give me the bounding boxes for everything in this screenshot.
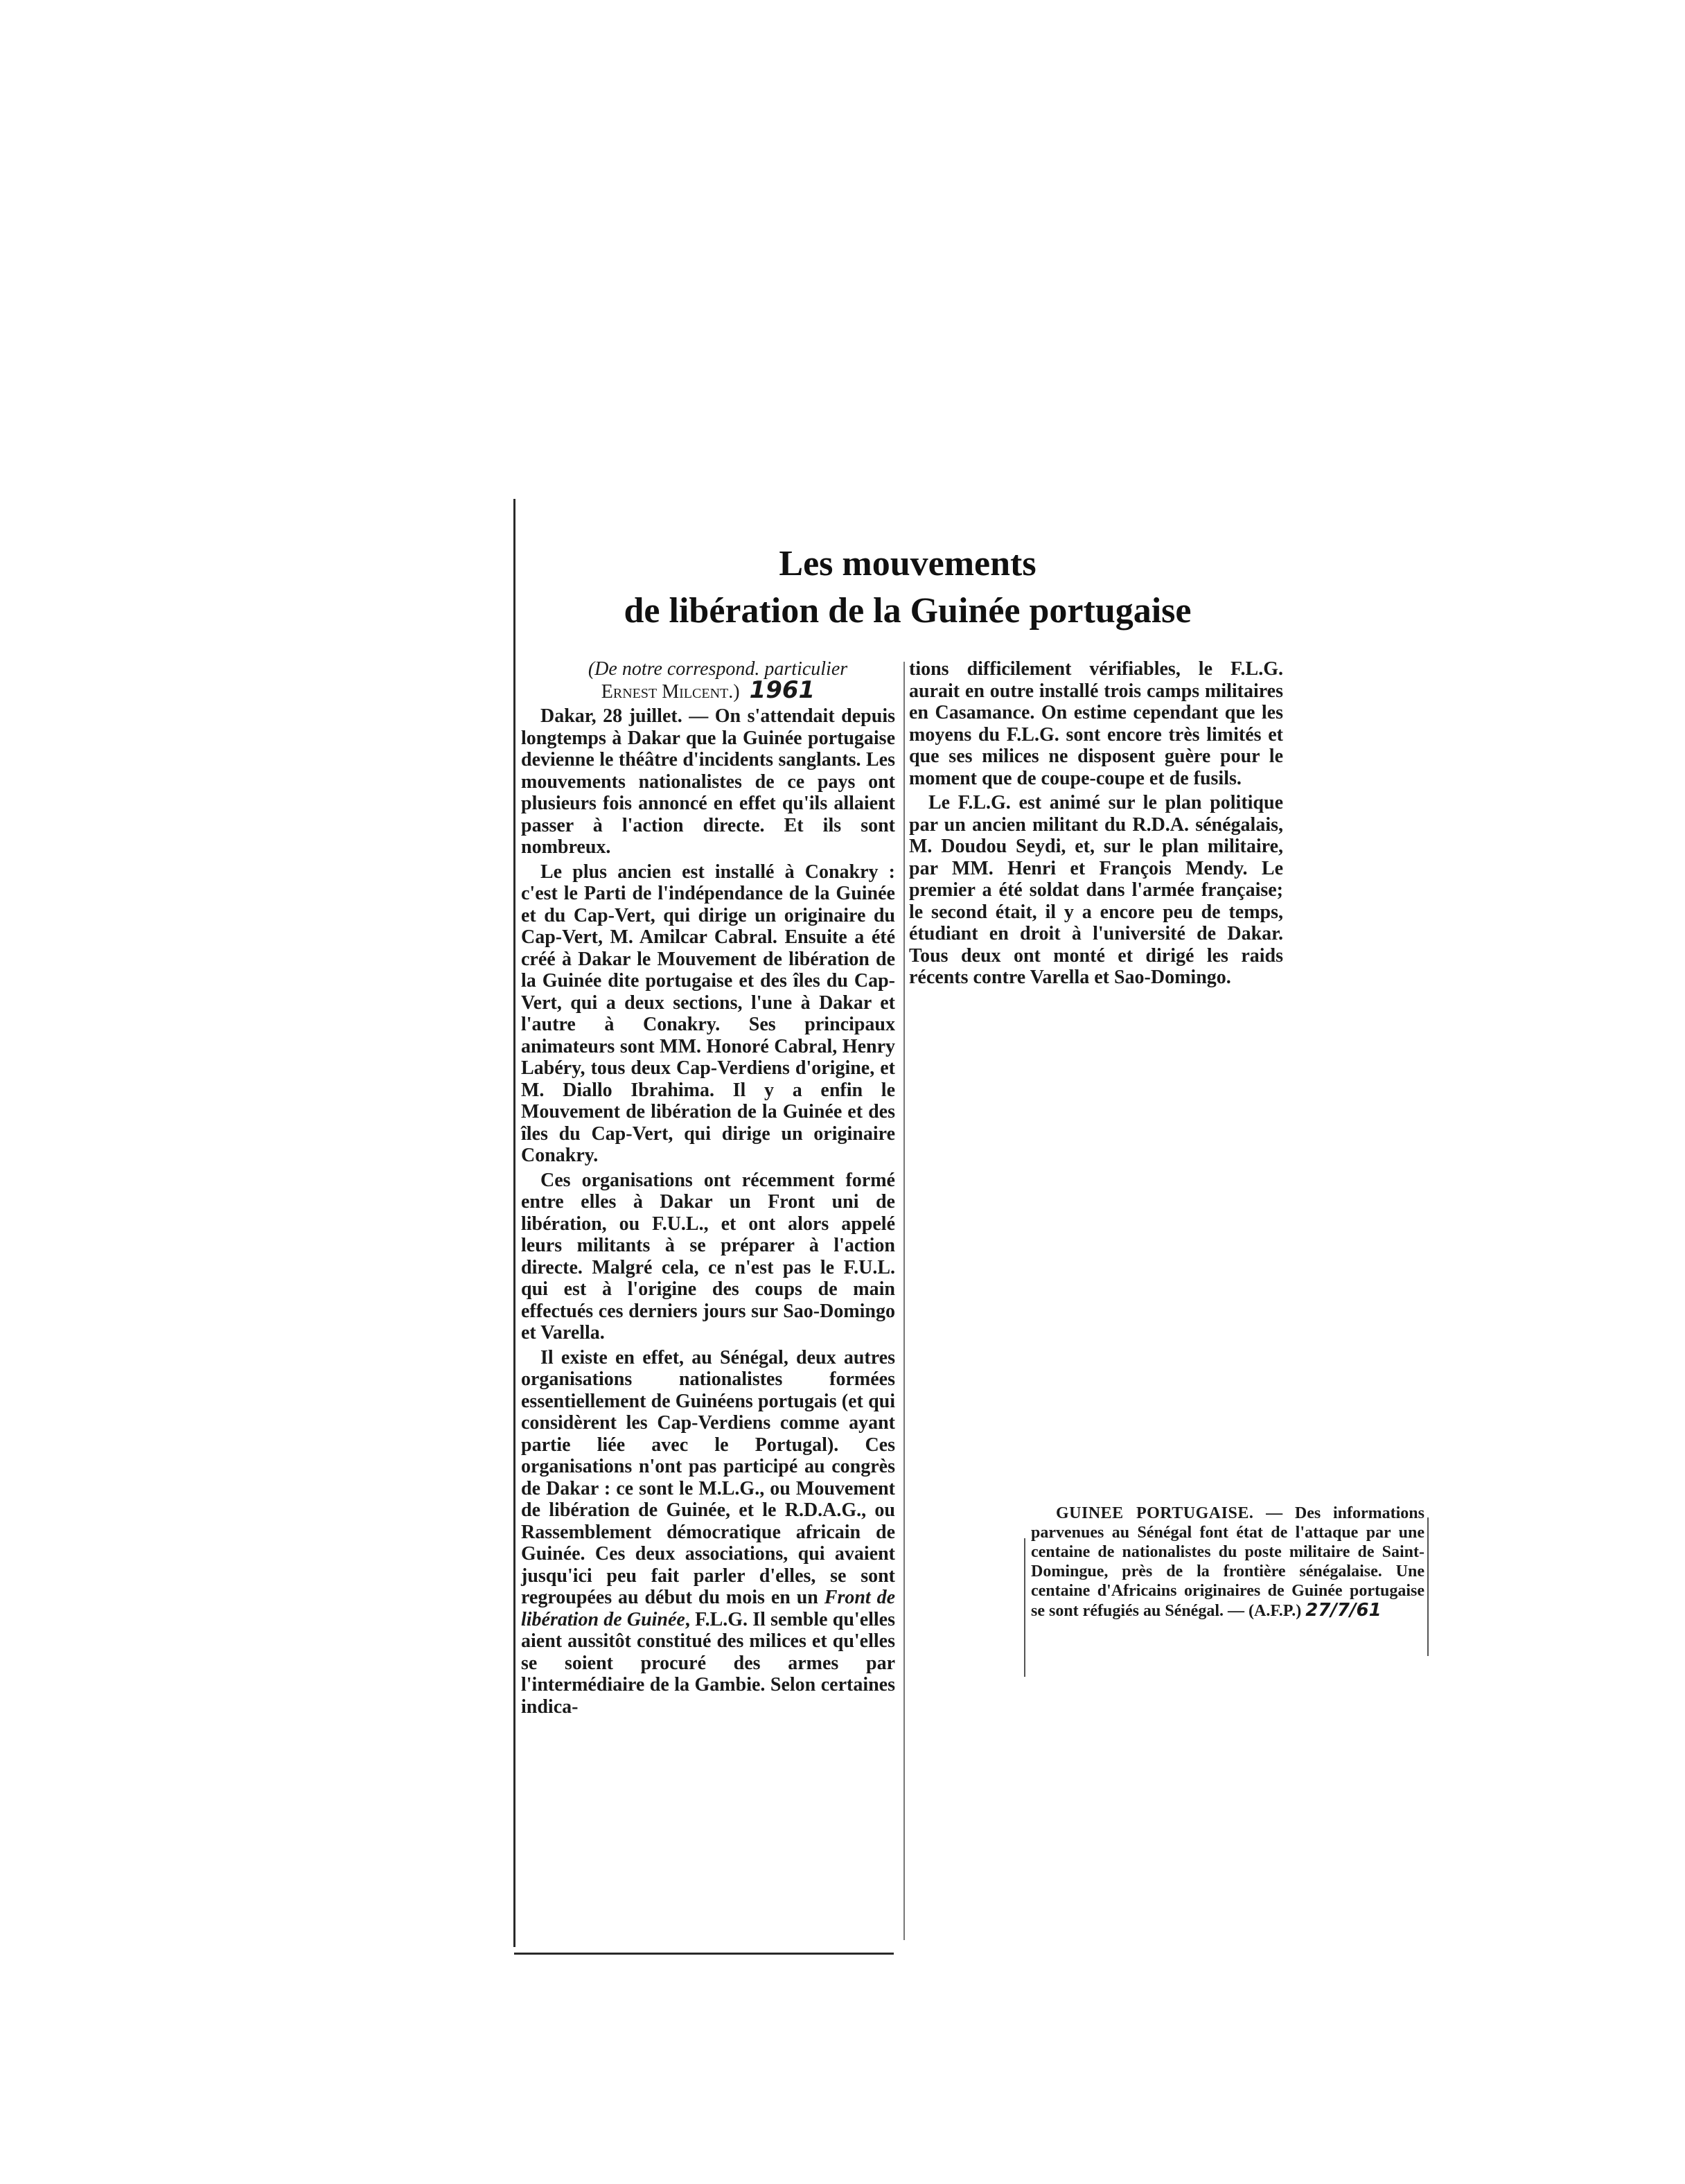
brief-lead: GUINEE PORTUGAISE. — [1056, 1504, 1254, 1522]
headline-line-1: Les mouvements — [779, 544, 1036, 583]
article-column-1 — [521, 658, 895, 1718]
paragraph-4 — [521, 1347, 895, 1718]
dateline: Dakar, 28 juillet. — [540, 705, 682, 727]
paragraph-4-text: Il existe en effet, au Sénégal, deux autres organisations nationalistes formées essentiellement de Guinéens portugais (et qui considèrent les Cap-Verdiens comme ayant partie liée avec le Portugal). Ces organisations n'ont pas participé au congrès de Dakar : ce sont le M.L.G., ou Mouvement de libération de Guinée, et le R.D.A.G., ou Rassemblement démocratique africain de Guinée. Ces deux associations, qui avaient jusqu'ici peu fait parler d'elles, se sont regroupées au début du mois en un — [521, 1346, 895, 1608]
paragraph-1-text: — On s'attendait depuis longtemps à Dakar que la Guinée portugaise devienne le théâtre d'incidents sanglants. Les mouvements nationalistes de ce pays ont plusieurs fois annoncé en effet qu'ils allaient passer à l'action directe. Et ils sont nombreux. — [521, 705, 895, 858]
article-bottom-rule — [514, 1953, 894, 1955]
headline — [506, 540, 1309, 635]
headline-line-2: de libération de la Guinée portugaise — [624, 591, 1192, 631]
paragraph-4-tail: , F.L.G. Il semble qu'elles aient aussitôt constitué des milices et qu'elles se soient procuré des armes par l'intermédiaire de la Gambie. Selon certaines indica- — [521, 1608, 895, 1718]
news-brief — [1031, 1504, 1424, 1621]
paragraph-1 — [521, 705, 895, 858]
article-left-rule — [513, 499, 515, 1947]
byline-author: Ernest Milcent.) — [601, 681, 740, 703]
column-separator — [903, 662, 905, 1940]
handwritten-year: 1961 — [749, 676, 815, 704]
paragraph-6: Le F.L.G. est animé sur le plan politique par un ancien militant du R.D.A. sénégalais, M. Doudou Seydi, et, sur le plan militaire, par MM. Henri et François Mendy. Le premier a été soldat dans l'armée française; le second était, il y a encore peu de temps, étudiant en droit à l'université de Dakar. Tous deux ont monté et dirigé les raids récents contre Varella et Sao-Domingo. — [909, 792, 1283, 988]
byline-lead: (De notre correspond. particulier — [588, 658, 848, 680]
brief-text: — Des informations parvenues au Sénégal font état de l'attaque par une centaine de nationalistes du poste militaire de Saint-Domingue, près de la frontière sénégalaise. Une centaine d'Africains originaires de Guinée portugaise se sont réfugiés au Sénégal. — (A.F.P.) — [1031, 1504, 1424, 1620]
byline — [521, 658, 895, 703]
brief-handwritten-date: 27/7/61 — [1305, 1600, 1382, 1621]
paragraph-2: Le plus ancien est installé à Conakry : c'est le Parti de l'indépendance de la Guinée et du Cap-Vert, qui dirige un originaire du Cap-Vert, M. Amilcar Cabral. Ensuite a été créé à Dakar le Mouvement de libération de la Guinée dite portugaise et des îles du Cap-Vert, qui a deux sections, l'une à Dakar et l'autre à Conakry. Ses principaux animateurs sont MM. Honoré Cabral, Henry Labéry, tous deux Cap-Verdiens d'origine, et M. Diallo Ibrahima. Il y a enfin le Mouvement de libération de la Guinée et des îles du Cap-Vert, qui dirige un originaire Conakry. — [521, 861, 895, 1166]
flg-name-italic: Front de libération de Guinée — [521, 1587, 896, 1630]
brief-right-rule — [1427, 1517, 1429, 1656]
paragraph-3: Ces organisations ont récemment formé entre elles à Dakar un Front uni de libération, ou F.U.L., et ont alors appelé leurs militants à se préparer à l'action directe. Malgré cela, ce n'est pas le F.U.L. qui est à l'origine des coups de main effectués ces derniers jours sur Sao-Domingo et Varella. — [521, 1169, 895, 1344]
article-column-2 — [909, 658, 1283, 989]
paragraph-5: tions difficilement vérifiables, le F.L.G. aurait en outre installé trois camps militaires en Casamance. On estime cependant que les moyens du F.L.G. sont encore très limités et que ses milices ne disposent guère pour le moment que de coupe-coupe et de fusils. — [909, 658, 1283, 789]
brief-left-rule — [1024, 1538, 1025, 1677]
